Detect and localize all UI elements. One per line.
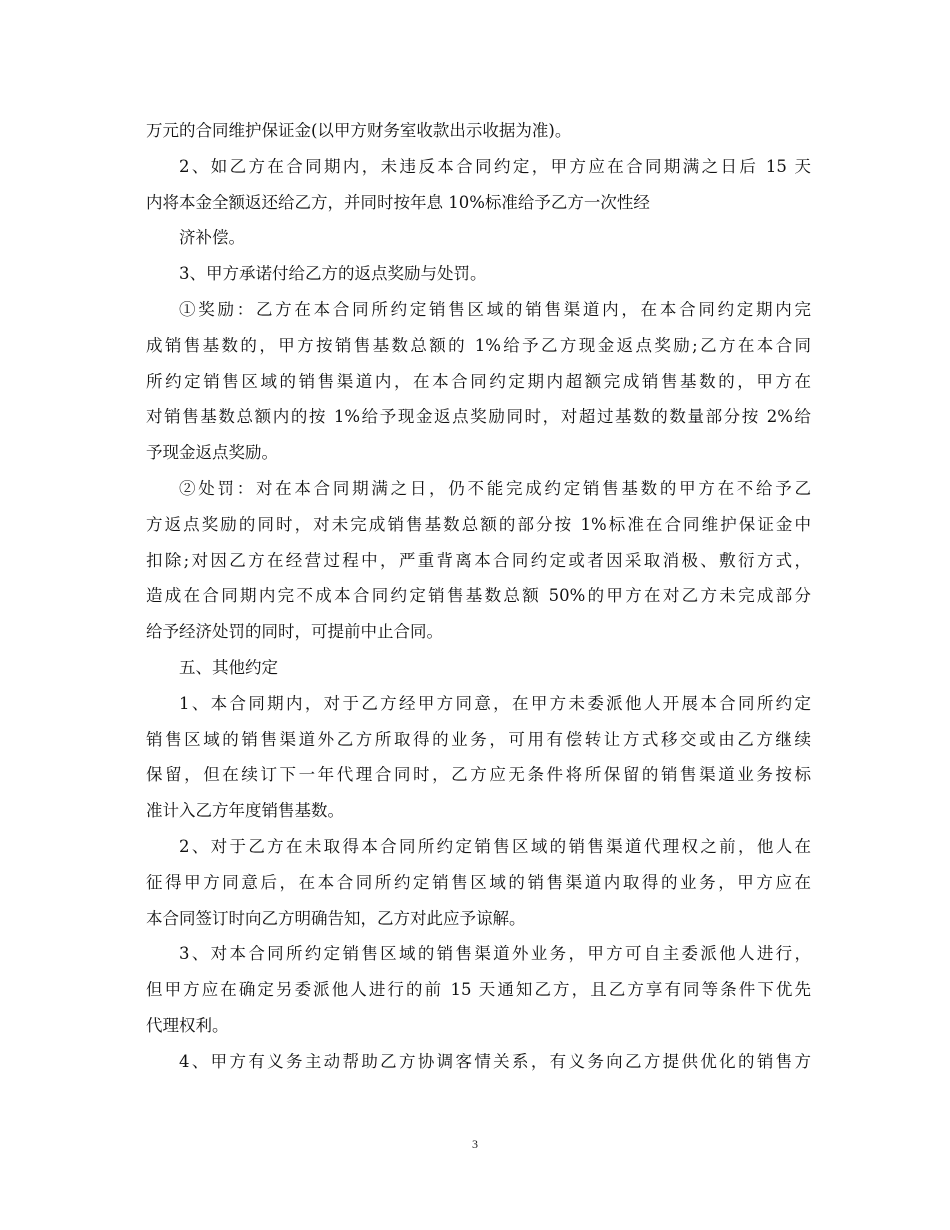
- paragraph-line: 保留，但在续订下一年代理合同时，乙方应无条件将所保留的销售渠道业务按标: [146, 765, 811, 785]
- section-heading: 五、其他约定: [179, 657, 278, 677]
- paragraph-line: 准计入乙方年度销售基数。: [146, 801, 344, 821]
- paragraph-line: 销售区域的销售渠道外乙方所取得的业务，可用有偿转让方式移交或由乙方继续: [146, 729, 811, 749]
- paragraph-line: 予现金返点奖励。: [146, 443, 278, 463]
- paragraph-line: 本合同签订时向乙方明确告知，乙方对此应予谅解。: [146, 908, 526, 928]
- paragraph-line: 给予经济处罚的同时，可提前中止合同。: [146, 622, 443, 642]
- paragraph-line: 造成在合同期内完不成本合同约定销售基数总额 50%的甲方在对乙方未完成部分: [146, 586, 811, 606]
- paragraph-line: ②处罚：对在本合同期满之日，仍不能完成约定销售基数的甲方在不给予乙: [179, 478, 811, 498]
- paragraph-line: 所约定销售区域的销售渠道内，在本合同约定期内超额完成销售基数的，甲方在: [146, 371, 811, 391]
- document-body: [146, 113, 811, 1080]
- paragraph-line: 3、对本合同所约定销售区域的销售渠道外业务，甲方可自主委派他人进行，: [179, 944, 811, 964]
- paragraph-line: 代理权利。: [146, 1015, 229, 1035]
- paragraph-line: 1、本合同期内，对于乙方经甲方同意，在甲方未委派他人开展本合同所约定: [179, 693, 811, 713]
- paragraph-line: 2、对于乙方在未取得本合同所约定销售区域的销售渠道代理权之前，他人在: [179, 836, 811, 856]
- paragraph-line: 扣除;对因乙方在经营过程中，严重背离本合同约定或者因采取消极、敷衍方式，: [146, 550, 811, 570]
- paragraph-line: 4、甲方有义务主动帮助乙方协调客情关系，有义务向乙方提供优化的销售方: [179, 1051, 811, 1071]
- paragraph-line: 内将本金全额返还给乙方，并同时按年息 10%标准给予乙方一次性经: [146, 192, 650, 212]
- paragraph-line: 济补偿。: [179, 228, 245, 248]
- paragraph-line: ①奖励：乙方在本合同所约定销售区域的销售渠道内，在本合同约定期内完: [179, 299, 811, 319]
- paragraph-line: 3、甲方承诺付给乙方的返点奖励与处罚。: [179, 264, 487, 284]
- paragraph-line: 成销售基数的，甲方按销售基数总额的 1%给予乙方现金返点奖励;乙方在本合同: [146, 335, 811, 355]
- paragraph-line: 方返点奖励的同时，对未完成销售基数总额的部分按 1%标准在合同维护保证金中: [146, 514, 811, 534]
- paragraph-line: 征得甲方同意后，在本合同所约定销售区域的销售渠道内取得的业务，甲方应在: [146, 872, 811, 892]
- paragraph-line: 2、如乙方在合同期内，未违反本合同约定，甲方应在合同期满之日后 15 天: [179, 156, 811, 176]
- paragraph-line: 万元的合同维护保证金(以甲方财务室收款出示收据为准)。: [146, 121, 572, 140]
- page-number: 3: [472, 1137, 478, 1151]
- paragraph-line: 对销售基数总额内的按 1%给予现金返点奖励同时，对超过基数的数量部分按 2%给: [146, 407, 811, 427]
- paragraph-line: 但甲方应在确定另委派他人进行的前 15 天通知乙方，且乙方享有同等条件下优先: [146, 980, 811, 1000]
